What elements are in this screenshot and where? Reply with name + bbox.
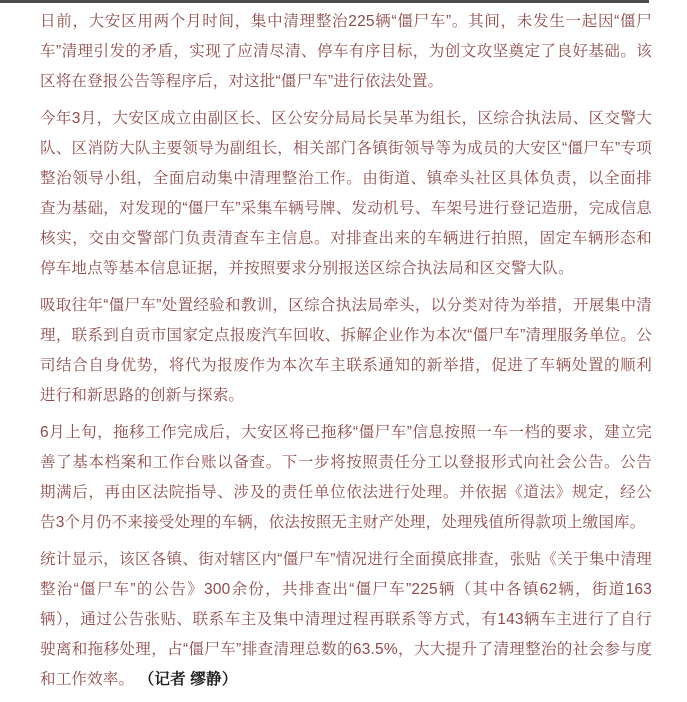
article-paragraph: 日前，大安区用两个月时间，集中清理整治225辆“僵尸车”。其间，未发生一起因“僵尸车”清理引发的矛盾，实现了应清尽清、停车有序目标，为创文攻坚奠定了良好基础。该区将在登报公告等程序后，对这批“僵尸车”进行依法处置。 [40,13,652,90]
article-paragraph: 6月上旬，拖移工作完成后，大安区将已拖移“僵尸车”信息按照一车一档的要求，建立完善了基本档案和工作台账以备查。下一步将按照责任分工以登报形式向社会公告。公告期满后，再由区法院指导、涉及的责任单位依法进行处理。并依据《道法》规定，经公告3个月仍不来接受处理的车辆，依法按照无主财产处理，处理残值所得款项上缴国库。 [40,424,652,531]
top-divider [0,0,649,3]
article-paragraph [40,545,652,695]
reporter-credit: （记者 缪静） [138,671,238,688]
article-paragraph-text: 统计显示，该区各镇、街对辖区内“僵尸车”情况进行全面摸底排查，张贴《关于集中清理整治“僵尸车”的公告》300余份，共排查出“僵尸车”225辆（其中各镇62辆，街道163辆），通过公告张贴、联系车主及集中清理过程再联系等方式，有143辆车主进行了自行驶离和拖移处理，占“僵尸车”排查清理总数的63.5%，大大提升了清理整治的社会参与度和工作效率。 [40,551,652,688]
article-paragraph: 吸取往年“僵尸车”处置经验和教训，区综合执法局牵头，以分类对待为举措，开展集中清理，联系到自贡市国家定点报废汽车回收、拆解企业作为本次“僵尸车”清理服务单位。公司结合自身优势，将代为报废作为本次车主联系通知的新举措，促进了车辆处置的顺利进行和新思路的创新与探索。 [40,297,652,404]
article-paragraph: 今年3月，大安区成立由副区长、区公安分局局长吴革为组长，区综合执法局、区交警大队、区消防大队主要领导为副组长，相关部门各镇街领导等为成员的大安区“僵尸车”专项整治领导小组，全面启动集中清理整治工作。由街道、镇牵头社区具体负责，以全面排查为基础，对发现的“僵尸车”采集车辆号牌、发动机号、车架号进行登记造册，完成信息核实，交由交警部门负责清查车主信息。对排查出来的车辆进行拍照，固定车辆形态和停车地点等基本信息证据，并按照要求分别报送区综合执法局和区交警大队。 [40,110,652,277]
article-body [40,7,652,702]
